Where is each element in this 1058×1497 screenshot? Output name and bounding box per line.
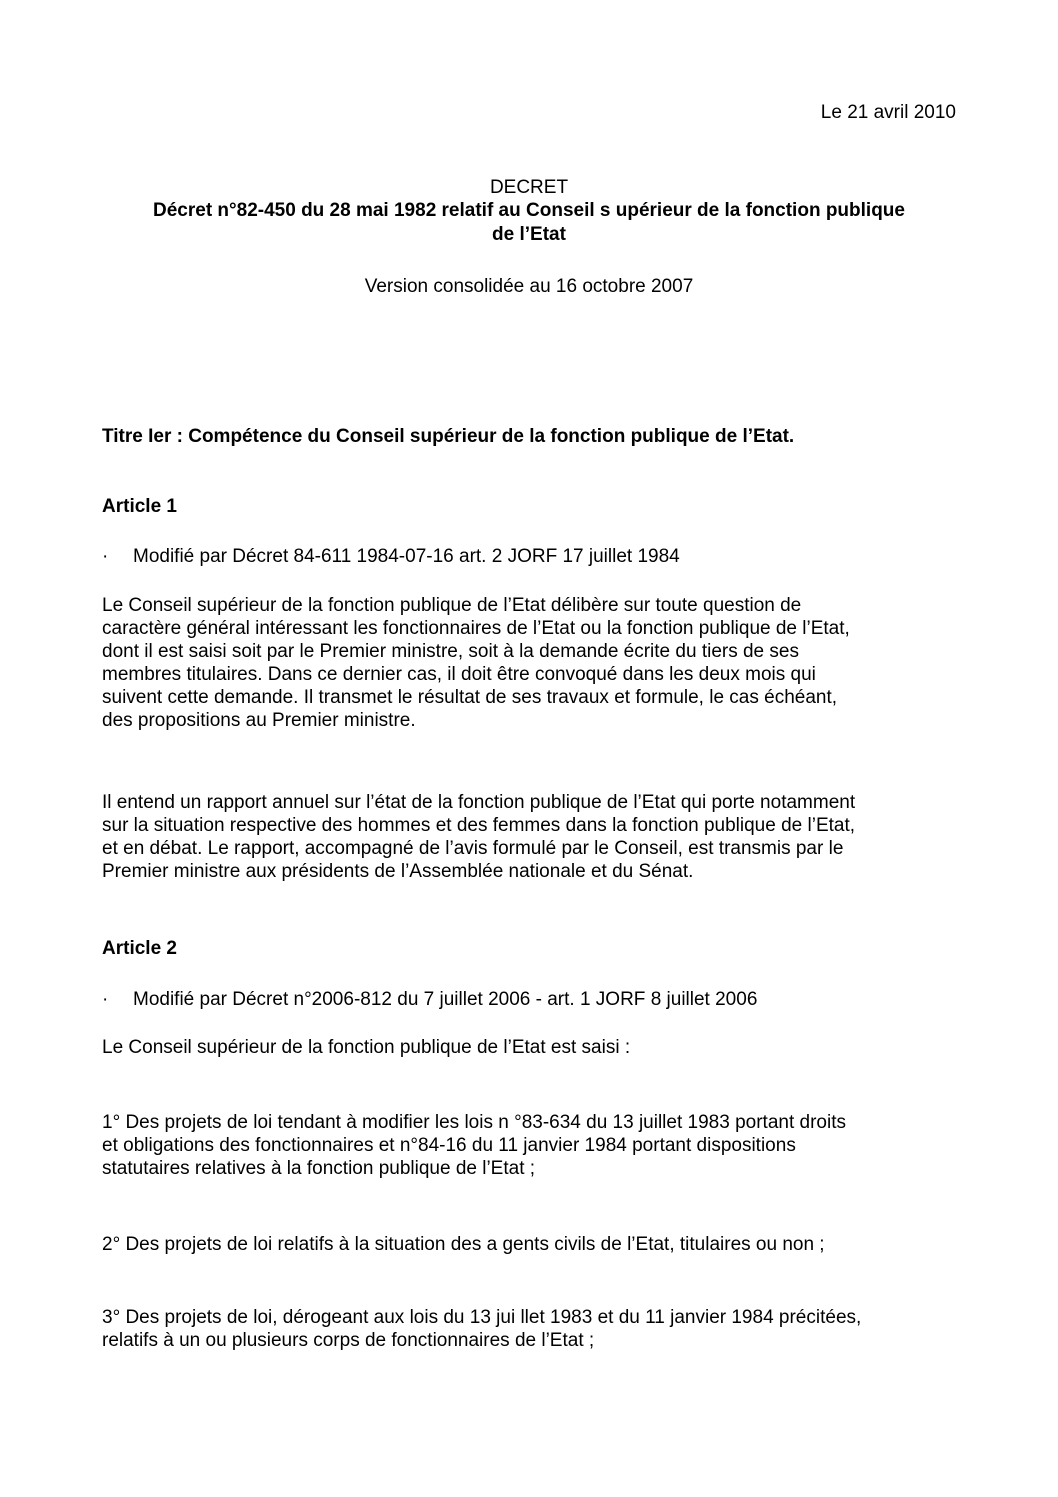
text-line: Il entend un rapport annuel sur l’état de la fonction publique de l’Etat qui porte notamment bbox=[102, 792, 856, 813]
text-line: 1° Des projets de loi tendant à modifier les lois n °83-634 du 13 juillet 1983 portant droits bbox=[102, 1112, 846, 1133]
text-line: caractère général intéressant les fonctionnaires de l’Etat ou la fonction publique de l’Etat, bbox=[102, 618, 850, 639]
text-line: et obligations des fonctionnaires et n°84-16 du 11 janvier 1984 portant dispositions bbox=[102, 1135, 796, 1156]
article-2-item-3 bbox=[102, 1306, 962, 1352]
article-2-item-1 bbox=[102, 1111, 962, 1180]
article-2-heading: Article 2 bbox=[102, 938, 177, 959]
text-line: Premier ministre aux présidents de l’Assemblée nationale et du Sénat. bbox=[102, 861, 694, 882]
document-date: Le 21 avril 2010 bbox=[820, 102, 956, 123]
document-header bbox=[102, 176, 956, 298]
decret-title-line2: de l’Etat bbox=[492, 224, 566, 245]
text-line: membres titulaires. Dans ce dernier cas, il doit être convoqué dans les deux mois qui bbox=[102, 664, 816, 685]
article-1-heading: Article 1 bbox=[102, 496, 177, 517]
article-2-intro: Le Conseil supérieur de la fonction publique de l’Etat est saisi : bbox=[102, 1037, 631, 1058]
text-line: 2° Des projets de loi relatifs à la situation des a gents civils de l’Etat, titulaires ou non ; bbox=[102, 1234, 825, 1255]
version-line: Version consolidée au 16 octobre 2007 bbox=[364, 276, 694, 297]
text-line: sur la situation respective des hommes et des femmes dans la fonction publique de l’Etat, bbox=[102, 815, 856, 836]
text-line: relatifs à un ou plusieurs corps de fonctionnaires de l’Etat ; bbox=[102, 1330, 595, 1351]
article-2-modification bbox=[102, 988, 757, 1011]
text-line: suivent cette demande. Il transmet le résultat de ses travaux et formule, le cas échéant, bbox=[102, 687, 838, 708]
article-1-paragraph-2 bbox=[102, 791, 962, 883]
decret-label: DECRET bbox=[489, 177, 569, 198]
text-line: et en débat. Le rapport, accompagné de l’avis formulé par le Conseil, est transmis par le bbox=[102, 838, 844, 859]
text-line: statutaires relatives à la fonction publique de l’Etat ; bbox=[102, 1158, 536, 1179]
titre-heading: Titre Ier : Compétence du Conseil supérieur de la fonction publique de l’Etat. bbox=[102, 426, 795, 447]
article-1-modification-text: Modifié par Décret 84-611 1984-07-16 art. 2 JORF 17 juillet 1984 bbox=[133, 546, 680, 567]
bullet-icon: · bbox=[102, 989, 109, 1010]
text-line: des propositions au Premier ministre. bbox=[102, 710, 416, 731]
text-line: 3° Des projets de loi, dérogeant aux lois du 13 jui llet 1983 et du 11 janvier 1984 précitées, bbox=[102, 1307, 862, 1328]
article-1-paragraph-1 bbox=[102, 594, 962, 732]
bullet-icon: · bbox=[102, 546, 109, 567]
text-line: dont il est saisi soit par le Premier ministre, soit à la demande écrite du tiers de ses bbox=[102, 641, 799, 662]
text-line: Le Conseil supérieur de la fonction publique de l’Etat délibère sur toute question de bbox=[102, 595, 802, 616]
article-2-modification-text: Modifié par Décret n°2006-812 du 7 juillet 2006 - art. 1 JORF 8 juillet 2006 bbox=[133, 989, 758, 1010]
decret-title-line1: Décret n°82-450 du 28 mai 1982 relatif au Conseil s upérieur de la fonction publique bbox=[153, 200, 905, 221]
article-2-item-2 bbox=[102, 1233, 962, 1256]
article-1-modification bbox=[102, 545, 680, 568]
